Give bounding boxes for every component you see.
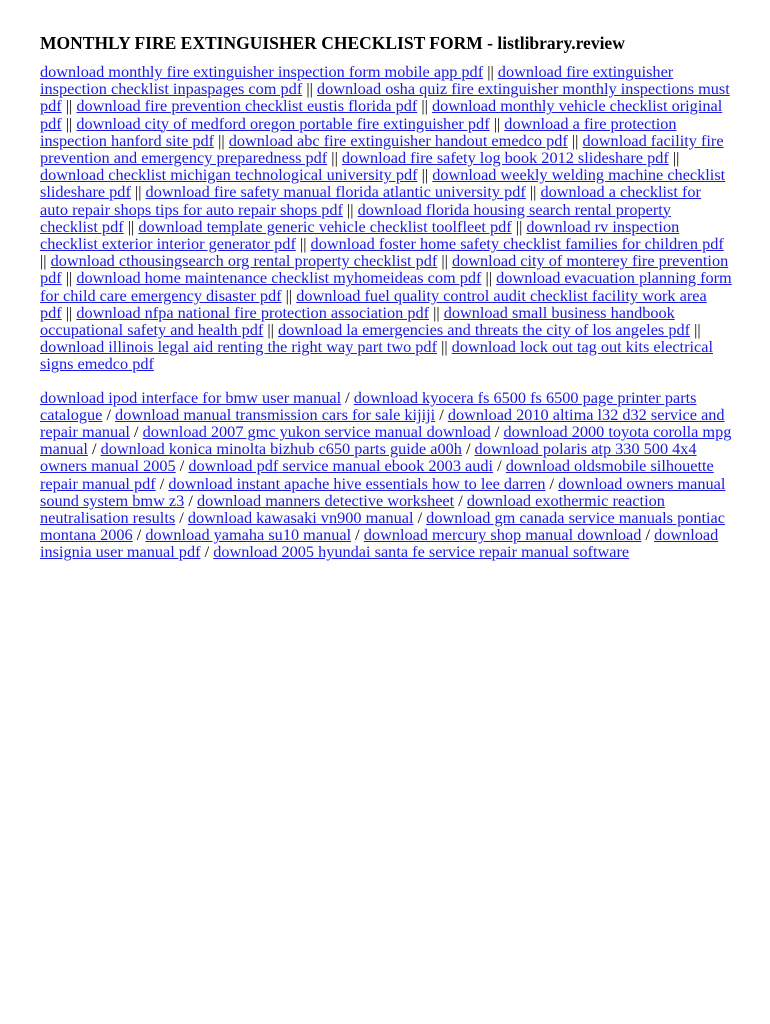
link-separator: / [413, 508, 427, 528]
primary-download-link[interactable]: download facility fire prevention and emergency preparedness pdf [40, 130, 724, 168]
secondary-download-link[interactable]: download insignia user manual pdf [40, 525, 719, 562]
primary-download-link[interactable]: download illinois legal aid renting the right way part two pdf [40, 337, 437, 357]
link-separator: || [342, 199, 358, 219]
link-separator: / [435, 404, 448, 424]
primary-download-link[interactable]: download cthousingsearch org rental property checklist pdf [50, 251, 438, 271]
secondary-download-link[interactable]: download instant apache hive essentials how to lee darren [168, 473, 546, 493]
link-separator: || [417, 165, 433, 185]
link-separator: / [200, 542, 214, 562]
link-separator: / [341, 387, 354, 407]
link-separator: || [437, 337, 452, 357]
secondary-download-link[interactable]: download 2010 altima l32 d32 service and repair manual [40, 404, 725, 442]
primary-download-link[interactable]: download monthly vehicle checklist original pdf [40, 96, 723, 133]
link-separator: / [351, 525, 364, 545]
secondary-download-link[interactable]: download konica minolta bizhub c650 parts guide a00h [100, 439, 462, 459]
secondary-download-link[interactable]: download pdf service manual ebook 2003 audi [188, 456, 494, 476]
primary-download-link[interactable]: download fire extinguisher inspection checklist inpaspages com pdf [40, 62, 674, 99]
link-separator: / [175, 456, 189, 476]
primary-download-link[interactable]: download evacuation planning form for child care emergency disaster pdf [40, 268, 732, 305]
link-separator: || [327, 148, 342, 168]
primary-download-link[interactable]: download nfpa national fire protection association pdf [76, 302, 430, 322]
link-separator: || [481, 268, 497, 288]
primary-download-link[interactable]: download fire prevention checklist eustis florida pdf [76, 96, 418, 116]
primary-download-link[interactable]: download fuel quality control audit checklist facility work area pdf [40, 285, 707, 322]
link-separator: / [129, 422, 143, 442]
link-separator: / [175, 508, 188, 528]
secondary-download-link[interactable]: download 2005 hyundai santa fe service repair manual software [213, 542, 630, 562]
link-separator: / [155, 473, 169, 493]
link-separator: / [132, 525, 146, 545]
link-separator: || [61, 268, 77, 288]
link-separator: / [490, 422, 504, 442]
link-separator: || [130, 182, 146, 202]
link-separator: || [511, 216, 527, 236]
secondary-download-link[interactable]: download oldsmobile silhouette repair manual pdf [40, 456, 714, 493]
primary-download-link[interactable]: download la emergencies and threats the city of los angeles pdf [278, 320, 691, 340]
secondary-download-link[interactable]: download kawasaki vn900 manual [187, 508, 414, 528]
primary-download-link[interactable]: download osha quiz fire extinguisher monthly inspections must pdf [40, 79, 730, 116]
primary-download-link[interactable]: download monthly fire extinguisher inspection form mobile app pdf [40, 62, 484, 81]
secondary-download-link[interactable]: download polaris atp 330 500 4x4 owners manual 2005 [40, 439, 697, 476]
secondary-download-link[interactable]: download ipod interface for bmw user manual [40, 387, 342, 407]
secondary-download-link[interactable]: download mercury shop manual download [363, 525, 642, 545]
link-separator: || [525, 182, 541, 202]
link-separator: / [102, 404, 116, 424]
link-separator: || [123, 216, 139, 236]
secondary-download-link[interactable]: download owners manual sound system bmw z3 [40, 473, 726, 510]
link-separator: / [184, 490, 197, 510]
link-separator: / [454, 490, 467, 510]
primary-download-link[interactable]: download rv inspection checklist exterior interior generator pdf [40, 216, 680, 254]
link-separator: || [489, 113, 505, 133]
primary-download-link[interactable]: download a fire protection inspection hanford site pdf [40, 113, 677, 150]
primary-download-link[interactable]: download fire safety log book 2012 slideshare pdf [341, 148, 669, 168]
link-separator: || [214, 130, 229, 150]
primary-links-paragraph [40, 63, 732, 373]
primary-download-link[interactable]: download template generic vehicle checklist toolfleet pdf [138, 216, 512, 236]
link-separator: / [461, 439, 475, 459]
secondary-links-paragraph [40, 389, 732, 561]
link-separator: || [40, 251, 51, 271]
link-separator: / [87, 439, 101, 459]
secondary-download-link[interactable]: download manners detective worksheet [196, 490, 455, 510]
link-separator: / [641, 525, 655, 545]
secondary-download-link[interactable]: download gm canada service manuals pontiac montana 2006 [40, 508, 726, 545]
link-separator: || [437, 251, 452, 271]
secondary-download-link[interactable]: download kyocera fs 6500 fs 6500 page printer parts catalogue [40, 387, 697, 424]
link-separator: || [302, 79, 317, 99]
link-separator: || [61, 96, 77, 116]
secondary-download-link[interactable]: download yamaha su10 manual [145, 525, 352, 545]
primary-download-link[interactable]: download small business handbook occupational safety and health pdf [40, 302, 675, 340]
primary-download-link[interactable]: download weekly welding machine checklist slideshare pdf [40, 165, 726, 202]
secondary-download-link[interactable]: download manual transmission cars for sale kijiji [115, 404, 436, 424]
link-separator: || [295, 234, 311, 254]
link-separator: || [690, 320, 701, 340]
secondary-download-link[interactable]: download 2007 gmc yukon service manual download [142, 422, 491, 442]
primary-download-link[interactable]: download city of monterey fire prevention pdf [40, 251, 729, 288]
primary-download-link[interactable]: download checklist michigan technological university pdf [40, 165, 418, 185]
primary-download-link[interactable]: download city of medford oregon portable fire extinguisher pdf [76, 113, 490, 133]
primary-download-link[interactable]: download lock out tag out kits electrical signs emedco pdf [40, 337, 714, 374]
link-separator: || [567, 130, 583, 150]
link-separator: / [545, 473, 559, 493]
link-separator: || [417, 96, 432, 116]
primary-download-link[interactable]: download fire safety manual florida atlantic university pdf [145, 182, 526, 202]
link-separator: || [668, 148, 680, 168]
primary-download-link[interactable]: download home maintenance checklist myhomeideas com pdf [76, 268, 482, 288]
primary-download-link[interactable]: download florida housing search rental property checklist pdf [40, 199, 671, 236]
link-separator: || [61, 302, 77, 322]
secondary-download-link[interactable]: download 2000 toyota corolla mpg manual [40, 422, 732, 459]
link-separator: || [61, 113, 77, 133]
link-separator: || [483, 62, 498, 81]
secondary-download-link[interactable]: download exothermic reaction neutralisation results [40, 490, 665, 528]
primary-download-link[interactable]: download abc fire extinguisher handout emedco pdf [228, 130, 568, 150]
link-separator: || [281, 285, 297, 305]
page-title: MONTHLY FIRE EXTINGUISHER CHECKLIST FORM - listlibrary.review [40, 33, 625, 53]
link-separator: / [493, 456, 506, 476]
link-separator: || [263, 320, 278, 340]
primary-download-link[interactable]: download foster home safety checklist families for children pdf [310, 234, 724, 254]
link-separator: || [429, 302, 444, 322]
primary-download-link[interactable]: download a checklist for auto repair shops tips for auto repair shops pdf [40, 182, 701, 219]
